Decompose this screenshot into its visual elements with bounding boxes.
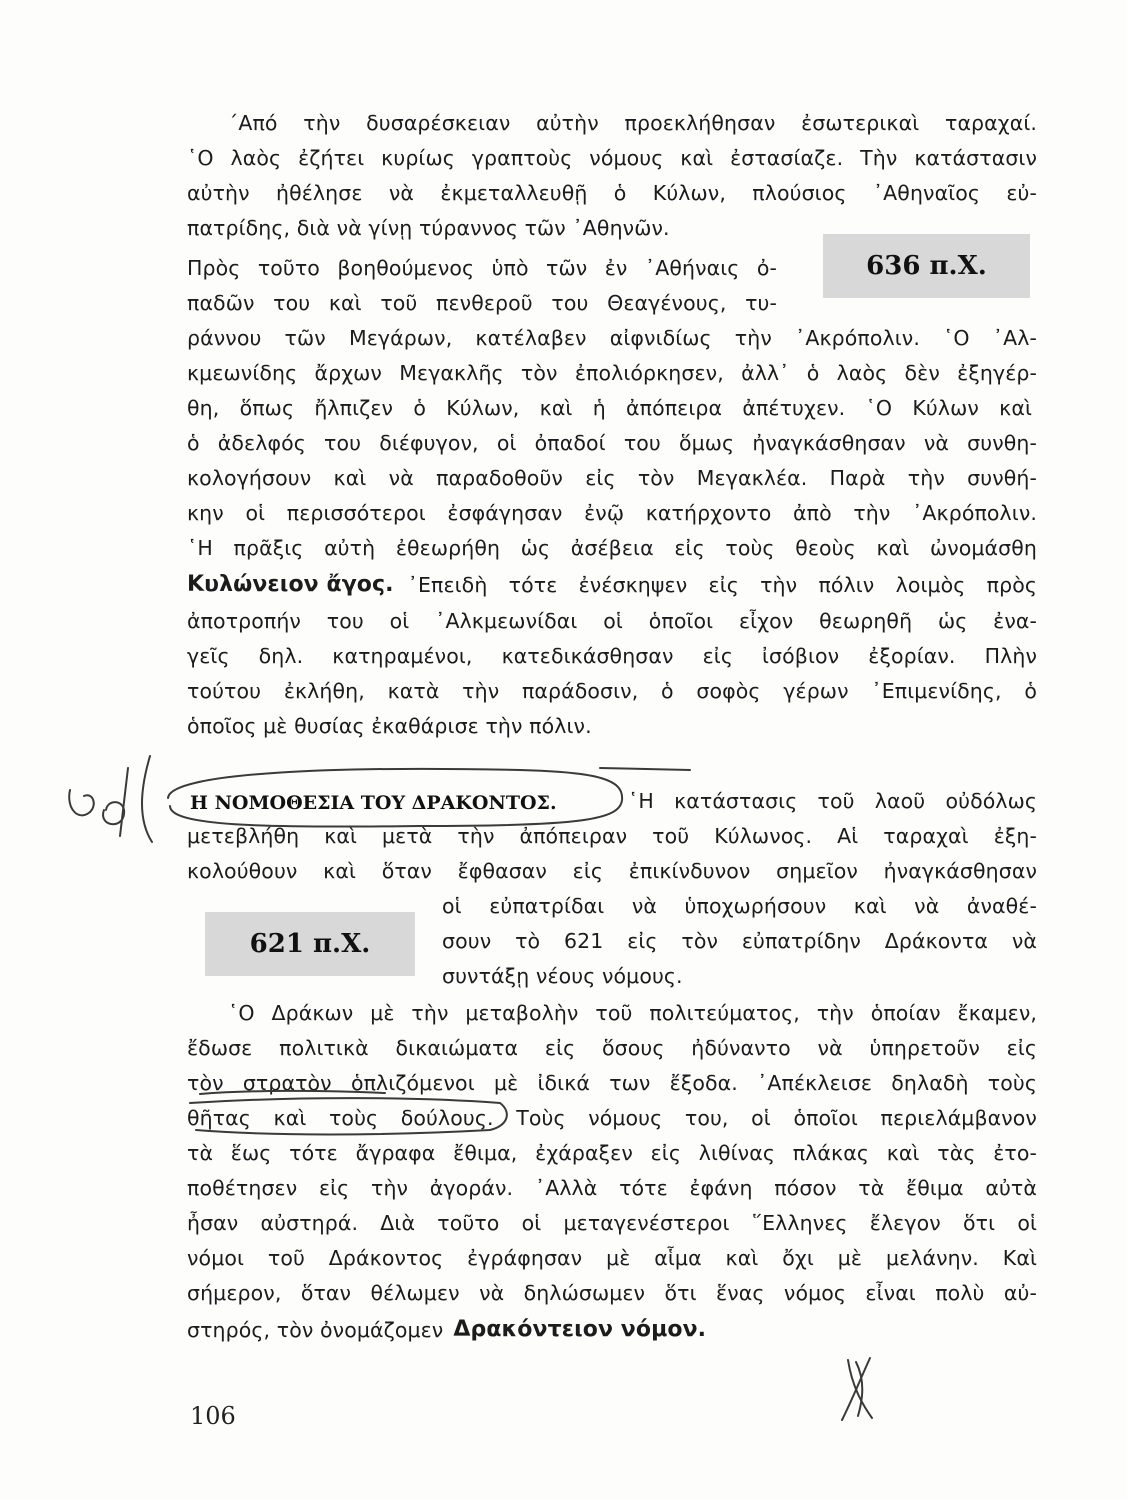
text-line: πατρίδης, διὰ νὰ γίνῃ τύραννος τῶν ᾿Αθηνῶν. <box>187 216 670 240</box>
bottom-x-mark <box>856 1362 862 1416</box>
text-line: γεῖς δηλ. κατηραμένοι, κατεδικάσθησαν εἰς ἰσόβιον ἐξορίαν. Πλὴν <box>187 644 1037 668</box>
bottom-x-mark <box>842 1358 870 1420</box>
text-line: κην οἱ περισσότεροι ἐσφάγησαν ἐνῷ κατήρχοντο ἀπὸ τὴν ᾿Ακρόπολιν. <box>187 501 1037 525</box>
text-line-lead: στηρός, τὸν ὀνομάζομεν <box>187 1318 444 1342</box>
text-line: τούτου ἐκλήθη, κατὰ τὴν παράδοσιν, ὁ σοφὸς γέρων ᾿Επιμενίδης, ὁ <box>187 679 1037 703</box>
text-line: θη, ὅπως ἤλπιζεν ὁ Κύλων, καὶ ἡ ἀπόπειρα ἀπέτυχεν. ῾Ο Κύλων καὶ <box>187 396 1032 420</box>
text-line: σήμερον, ὅταν θέλωμεν νὰ δηλώσωμεν ὅτι ἕνας νόμος εἶναι πολὺ αὐ- <box>187 1281 1037 1305</box>
text-line: παδῶν του καὶ τοῦ πενθεροῦ του Θεαγένους, τυ- <box>187 291 777 315</box>
draconian-law-term: Δρακόντειον νόμον. <box>453 1317 707 1342</box>
bottom-x-mark <box>848 1360 872 1418</box>
text-line: ῾Ο Δράκων μὲ τὴν μεταβολὴν τοῦ πολιτεύματος, τὴν ὁποίαν ἔκαμεν, <box>228 1001 1037 1025</box>
date-box-636: 636 π.Χ. <box>823 234 1030 298</box>
text-line: μετεβλήθη καὶ μετὰ τὴν ἀπόπειραν τοῦ Κύλωνος. Αἱ ταραχαὶ ἐξη- <box>187 824 1037 848</box>
text-line: ὁ ἀδελφός του διέφυγον, οἱ ὀπαδοί του ὅμως ἠναγκάσθησαν νὰ συνθη- <box>187 431 1037 455</box>
text-line: ἔδωσε πολιτικὰ δικαιώματα εἰς ὅσους ἠδύναντο νὰ ὑπηρετοῦν εἰς <box>187 1036 1037 1060</box>
text-line: ὁποῖος μὲ θυσίας ἐκαθάρισε τὴν πόλιν. <box>187 714 592 738</box>
text-line: ῾Η κατάστασις τοῦ λαοῦ οὐδόλως <box>628 789 1037 813</box>
margin-scribble-mark <box>120 768 128 836</box>
heading-circle-mark <box>600 768 690 770</box>
text-line: ἦσαν αὐστηρά. Διὰ τοῦτο οἱ μεταγενέστεροι ῞Ελληνες ἔλεγον ὅτι οἱ <box>187 1211 1037 1235</box>
page-number: 106 <box>190 1402 236 1430</box>
text-line: κολούθουν καὶ ὅταν ἔφθασαν εἰς ἐπικίνδυνον σημεῖον ἠναγκάσθησαν <box>187 859 1037 883</box>
text-line: ῾Ο λαὸς ἐζήτει κυρίως γραπτοὺς νόμους καὶ ἐστασίαζε. Τὴν κατάστασιν <box>187 146 1037 170</box>
text-line: αὐτὴν ἠθέλησε νὰ ἐκμεταλλευθῇ ὁ Κύλων, πλούσιος ᾿Αθηναῖος εὐ- <box>187 181 1037 205</box>
text-line: ῾Η πρᾶξις αὐτὴ ἐθεωρήθη ὡς ἀσέβεια εἰς τοὺς θεοὺς καὶ ὠνομάσθη <box>187 536 1037 560</box>
text-line: νόμοι τοῦ Δράκοντος ἐγράφησαν μὲ αἷμα καὶ ὄχι μὲ μελάνην. Καὶ <box>187 1246 1037 1270</box>
text-line: σουν τὸ 621 εἰς τὸν εὐπατρίδην Δράκοντα νὰ <box>442 929 1037 953</box>
text-line: κμεωνίδης ἄρχων Μεγακλῆς τὸν ἐπολιόρκησεν, ἀλλ᾿ ὁ λαὸς δὲν ἐξηγέρ- <box>187 361 1037 385</box>
margin-scribble-mark <box>69 790 94 815</box>
text-line: τὰ ἕως τότε ἄγραφα ἔθιμα, ἐχάραξεν εἰς λιθίνας πλάκας καὶ τὰς ἐτο- <box>187 1141 1037 1165</box>
text-line: ΄Από τὴν δυσαρέσκειαν αὐτὴν προεκλήθησαν ἐσωτερικαὶ ταραχαί. <box>228 111 1037 135</box>
text-line <box>187 570 1037 600</box>
text-line <box>187 1315 757 1345</box>
text-line: Πρὸς τοῦτο βοηθούμενος ὑπὸ τῶν ἐν ᾿Αθήναις ὀ- <box>187 256 777 280</box>
text-line: τὸν στρατὸν ὁπλιζόμενοι μὲ ἰδικά των ἔξοδα. ᾿Απέκλεισε δηλαδὴ τοὺς <box>187 1071 1037 1095</box>
text-line: συντάξῃ νέους νόμους. <box>442 964 683 988</box>
kylonian-curse-term: Κυλώνειον ἄγος. <box>187 572 394 597</box>
text-line: κολογήσουν καὶ νὰ παραδοθοῦν εἰς τὸν Μεγακλέα. Παρὰ τὴν συνθή- <box>187 466 1037 490</box>
section-heading: Η ΝΟΜΟΘΕΣΙΑ ΤΟΥ ΔΡΑΚΟΝΤΟΣ. <box>190 792 557 814</box>
text-line: ποθέτησεν εἰς τὴν ἀγοράν. ᾿Αλλὰ τότε ἐφάνη πόσον τὰ ἔθιμα αὐτὰ <box>187 1176 1037 1200</box>
text-line: οἱ εὐπατρίδαι νὰ ὑποχωρήσουν καὶ νὰ ἀναθέ- <box>442 894 1037 918</box>
margin-scribble-mark <box>142 756 152 842</box>
date-box-621: 621 π.Χ. <box>205 912 415 976</box>
margin-scribble-mark <box>103 802 124 824</box>
text-line: ἀποτροπήν του οἱ ᾿Αλκμεωνίδαι οἱ ὁποῖοι εἶχον θεωρηθῆ ὡς ἐνα- <box>187 609 1037 633</box>
text-line: θῆτας καὶ τοὺς δούλους. Τοὺς νόμους του, οἱ ὁποῖοι περιελάμβανον <box>187 1106 1037 1130</box>
text-line-rest: ᾿Επειδὴ τότε ἐνέσκηψεν εἰς τὴν πόλιν λοιμὸς πρὸς <box>407 573 1037 597</box>
text-line: ράννου τῶν Μεγάρων, κατέλαβεν αἰφνιδίως τὴν ᾿Ακρόπολιν. ῾Ο ᾿Αλ- <box>187 326 1037 350</box>
